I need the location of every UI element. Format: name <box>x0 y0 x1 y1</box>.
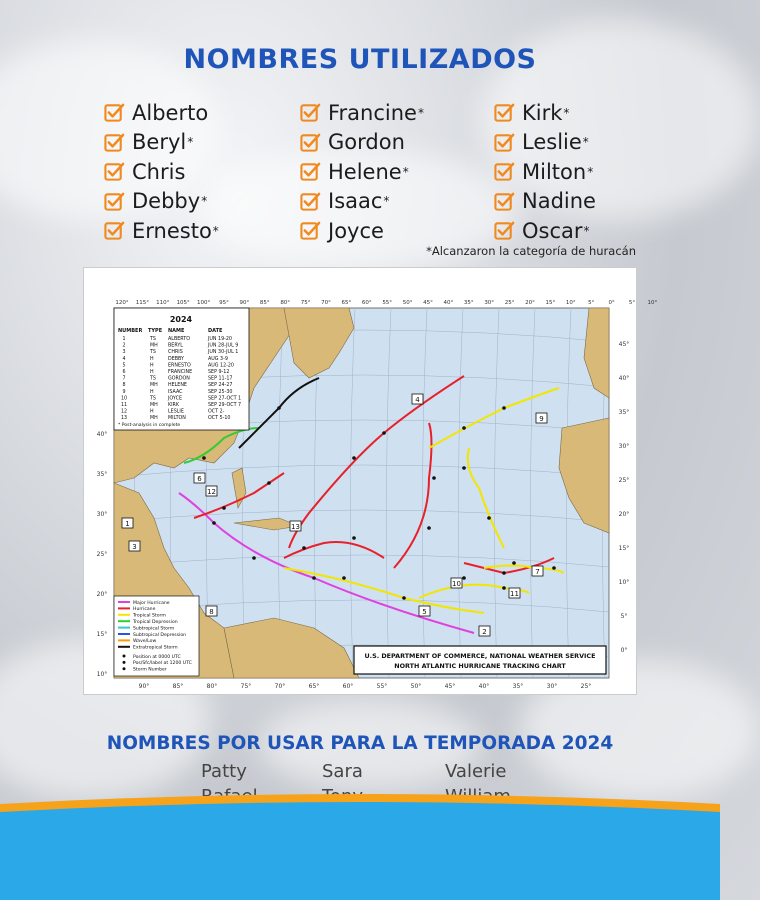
legend-label: Extratropical Storm <box>133 645 178 651</box>
longitude-label-top: 110° <box>156 300 170 306</box>
longitude-label-top: 85° <box>259 300 270 306</box>
storm-table-note: * Post-analysis in complete <box>118 423 181 428</box>
track-position-dot <box>252 556 256 560</box>
used-name-item <box>104 216 219 246</box>
track-position-dot <box>462 426 466 430</box>
checkbox-checked-icon <box>104 161 125 182</box>
legend-marker <box>123 667 126 670</box>
track-position-dot <box>312 576 316 580</box>
storm-name: Milton <box>522 159 587 184</box>
storm-table-header: DATE <box>208 328 223 334</box>
storm-table-number: 7 <box>122 376 126 382</box>
longitude-label-bottom: 55° <box>376 683 388 690</box>
storm-number-label: 2 <box>482 628 487 636</box>
storm-name: Nadine <box>522 189 596 214</box>
checkbox-checked-icon <box>104 191 125 212</box>
track-position-dot <box>222 506 226 510</box>
hurricane-star: * <box>417 105 424 120</box>
longitude-label-top: 20° <box>525 300 535 306</box>
longitude-label-top: 120° <box>115 300 129 306</box>
track-position-dot <box>502 406 506 410</box>
latitude-label-right: 0° <box>620 647 628 654</box>
longitude-label-top: 10° <box>565 300 576 306</box>
storm-name: Alberto <box>132 100 209 125</box>
longitude-label-bottom: 80° <box>206 683 218 690</box>
legend-label: Tropical Storm <box>133 613 166 619</box>
longitude-label-bottom: 40° <box>478 683 490 690</box>
storm-name: Oscar <box>522 218 583 243</box>
storm-table-name: ERNESTO <box>168 363 191 369</box>
track-position-dot <box>212 521 216 525</box>
longitude-label-bottom: 90° <box>138 683 150 690</box>
storm-table-number: 13 <box>120 416 128 422</box>
checkbox-checked-icon <box>104 220 125 241</box>
storm-table-type: MH <box>150 383 158 389</box>
names-column-2 <box>300 98 424 246</box>
hurricane-star: * <box>582 135 589 150</box>
hurricane-star: * <box>187 135 194 150</box>
storm-table-header: TYPE <box>148 328 163 334</box>
storm-number-label: 8 <box>209 608 214 616</box>
track-position-dot <box>277 406 281 410</box>
storm-table-name: JOYCE <box>168 396 182 402</box>
storm-name: Debby <box>132 189 201 214</box>
checkbox-checked-icon <box>104 132 125 153</box>
longitude-label-top: 5° <box>588 300 595 306</box>
longitude-label-top: 45° <box>423 300 433 306</box>
legend-label: Subtropical Storm <box>133 626 175 632</box>
storm-number-label: 3 <box>132 543 137 551</box>
storm-table-name: MILTON <box>168 416 186 422</box>
hurricane-footnote: *Alcanzaron la categoría de huracán <box>426 244 636 258</box>
checkbox-checked-icon <box>494 161 515 182</box>
storm-number-label: 12 <box>207 488 216 496</box>
legend-label: Hurricane <box>133 607 156 613</box>
legend-marker <box>123 655 126 658</box>
storm-table-date: SEP 29-OCT 7 <box>208 403 242 408</box>
storm-table-type: TS <box>150 396 156 402</box>
longitude-label-bottom: 70° <box>274 683 286 690</box>
storm-table-number: 6 <box>122 370 126 375</box>
used-name-item <box>104 187 219 217</box>
used-name-item <box>494 216 596 246</box>
storm-number-label: 1 <box>125 520 130 528</box>
used-name-item <box>494 98 596 128</box>
future-name: Sara <box>322 761 363 782</box>
checkbox-checked-icon <box>300 132 321 153</box>
longitude-label-bottom: 60° <box>342 683 354 690</box>
storm-table-type: H <box>150 409 154 415</box>
storm-table-number: 5 <box>122 363 126 369</box>
hurricane-star: * <box>587 164 594 179</box>
used-name-item <box>300 98 424 128</box>
storm-table-name: HELENE <box>168 383 187 389</box>
storm-number-label: 13 <box>291 523 300 531</box>
storm-number-label: 9 <box>539 415 544 423</box>
latitude-label-right: 15° <box>618 545 630 552</box>
longitude-label-top: 25° <box>504 300 515 306</box>
storm-name: Francine <box>328 100 417 125</box>
latitude-label-right: 5° <box>620 613 628 620</box>
track-position-dot <box>432 476 436 480</box>
latitude-label-left: 25° <box>96 551 108 558</box>
longitude-label-top: 100° <box>196 300 211 306</box>
legend-label: Major Hurricane <box>133 600 170 606</box>
latitude-label-right: 25° <box>618 477 630 484</box>
storm-name: Ernesto <box>132 218 212 243</box>
track-position-dot <box>427 526 431 530</box>
storm-table-name: ALBERTO <box>168 337 190 342</box>
storm-table-type: H <box>150 370 154 375</box>
storm-table-header: NUMBER <box>118 328 143 334</box>
legend-label: Wave/Low <box>133 639 157 645</box>
checkbox-checked-icon <box>104 102 125 123</box>
storm-number-label: 5 <box>422 608 427 616</box>
storm-name: Chris <box>132 159 186 184</box>
used-names-grid <box>0 98 720 248</box>
longitude-label-top: 95° <box>219 300 229 306</box>
storm-table-date: OCT 5-10 <box>208 416 231 422</box>
track-position-dot <box>462 576 466 580</box>
storm-table-date: SEP 27-OCT 1 <box>208 396 242 402</box>
storm-table-number: 4 <box>122 356 126 362</box>
hurricane-star: * <box>563 105 570 120</box>
storm-table-type: H <box>150 363 154 369</box>
used-name-item <box>300 157 424 187</box>
storm-table-name: GORDON <box>168 376 190 382</box>
track-position-dot <box>342 576 346 580</box>
longitude-label-top: 90° <box>239 300 250 306</box>
storm-table-type: MH <box>150 416 158 422</box>
checkbox-checked-icon <box>300 102 321 123</box>
storm-table-date: JUN 19-20 <box>208 337 232 342</box>
storm-name: Isaac <box>328 189 383 214</box>
track-position-dot <box>202 456 206 460</box>
storm-table-type: MH <box>150 343 158 349</box>
storm-table-date: AUG 12-20 <box>208 363 234 369</box>
bottom-wave-decoration <box>0 790 720 900</box>
checkbox-checked-icon <box>494 220 515 241</box>
storm-table-name: KIRK <box>168 403 180 408</box>
storm-number-label: 10 <box>452 580 461 588</box>
legend-extra-label: Pos/Sfc/label at 1200 UTC <box>133 661 192 667</box>
storm-table-type: H <box>150 389 154 395</box>
names-column-1 <box>104 98 219 246</box>
track-position-dot <box>487 516 491 520</box>
longitude-label-top: 55° <box>382 300 393 306</box>
page-title: NOMBRES UTILIZADOS <box>183 44 537 75</box>
longitude-label-bottom: 85° <box>172 683 184 690</box>
used-name-item <box>494 128 596 158</box>
storm-table-date: OCT 2- <box>208 409 225 415</box>
storm-table-name: LESLIE <box>168 409 184 415</box>
longitude-label-top: 70° <box>321 300 331 306</box>
used-name-item <box>494 187 596 217</box>
storm-number-label: 6 <box>197 475 202 483</box>
storm-table-type: TS <box>150 376 156 382</box>
track-position-dot <box>352 536 356 540</box>
storm-name: Leslie <box>522 130 582 155</box>
latitude-label-right: 35° <box>618 409 630 416</box>
used-name-item <box>104 128 219 158</box>
hurricane-star: * <box>383 194 390 209</box>
legend-extra-label: Position at 0000 UTC <box>133 654 181 660</box>
longitude-label-top: 105° <box>176 300 190 306</box>
track-position-dot <box>382 431 386 435</box>
latitude-label-right: 30° <box>618 443 630 450</box>
storm-table-number: 10 <box>120 396 128 402</box>
track-position-dot <box>302 546 306 550</box>
latitude-label-left: 10° <box>96 671 108 678</box>
used-name-item <box>300 128 424 158</box>
longitude-label-top: 65° <box>341 300 352 306</box>
track-position-dot <box>502 586 506 590</box>
longitude-label-top: 80° <box>280 300 291 306</box>
storm-name: Kirk <box>522 100 563 125</box>
storm-table-name: CHRIS <box>168 350 183 356</box>
storm-table-number: 2 <box>122 343 126 349</box>
latitude-label-left: 30° <box>96 511 108 518</box>
checkbox-checked-icon <box>300 191 321 212</box>
track-position-dot <box>352 456 356 460</box>
latitude-label-left: 15° <box>96 631 108 638</box>
storm-table-number: 9 <box>122 389 126 395</box>
longitude-label-top: 50° <box>402 300 413 306</box>
longitude-label-top: 30° <box>484 300 495 306</box>
used-name-item <box>494 157 596 187</box>
storm-table-number: 3 <box>122 350 126 356</box>
hurricane-star: * <box>201 194 208 209</box>
storm-table-date: SEP 11-17 <box>208 376 233 382</box>
longitude-label-bottom: 45° <box>444 683 456 690</box>
longitude-label-bottom: 50° <box>410 683 422 690</box>
storm-number-label: 11 <box>510 590 519 598</box>
storm-table-date: JUN 30-JUL 1 <box>208 350 239 356</box>
credit-line-2: NORTH ATLANTIC HURRICANE TRACKING CHART <box>394 662 566 670</box>
storm-table-number: 12 <box>120 409 128 415</box>
storm-table-type: MH <box>150 403 158 408</box>
future-names-title: NOMBRES POR USAR PARA LA TEMPORADA 2024 <box>106 733 614 754</box>
storm-table-name: ISAAC <box>168 389 183 395</box>
legend-marker <box>123 661 126 664</box>
longitude-label-bottom: 65° <box>308 683 320 690</box>
future-name: Patty <box>201 761 247 782</box>
storm-table-type: H <box>150 356 154 362</box>
hurricane-star: * <box>583 223 590 238</box>
storm-table-date: SEP 25-30 <box>208 389 233 395</box>
blue-wave <box>0 802 720 900</box>
track-position-dot <box>402 596 406 600</box>
latitude-label-right: 20° <box>618 511 630 518</box>
latitude-label-left: 35° <box>96 471 108 478</box>
latitude-label-right: 40° <box>618 375 630 382</box>
storm-table-type: TS <box>150 337 156 342</box>
storm-name: Beryl <box>132 130 187 155</box>
longitude-label-top: 0° <box>608 300 615 306</box>
latitude-label-left: 20° <box>96 591 108 598</box>
longitude-label-top: 5° <box>628 300 636 306</box>
longitude-label-top: 75° <box>300 300 311 306</box>
track-position-dot <box>462 466 466 470</box>
track-position-dot <box>512 561 516 565</box>
hurricane-tracking-map <box>84 268 658 694</box>
track-position-dot <box>267 481 271 485</box>
storm-name: Gordon <box>328 130 405 155</box>
storm-table-date: AUG 3-9 <box>208 356 228 362</box>
latitude-label-right: 10° <box>618 579 630 586</box>
longitude-label-bottom: 30° <box>546 683 558 690</box>
hurricane-star: * <box>212 223 219 238</box>
storm-table-number: 8 <box>122 383 126 389</box>
longitude-label-top: 15° <box>545 300 556 306</box>
longitude-label-bottom: 75° <box>240 683 252 690</box>
storm-table-date: JUN 28-JUL 9 <box>208 343 239 349</box>
track-position-dot <box>502 571 506 575</box>
checkbox-checked-icon <box>494 191 515 212</box>
legend-label: Subtropical Depression <box>133 632 187 638</box>
used-name-item <box>300 216 424 246</box>
future-name: Valerie <box>445 761 507 782</box>
legend-label: Tropical Depression <box>133 620 178 625</box>
storm-number-label: 7 <box>535 568 540 576</box>
storm-number-label: 4 <box>415 396 420 404</box>
checkbox-checked-icon <box>494 102 515 123</box>
names-column-3 <box>494 98 596 246</box>
used-name-item <box>104 98 219 128</box>
storm-table-date: SEP 9-12 <box>208 370 230 375</box>
latitude-label-left: 40° <box>96 431 108 438</box>
longitude-label-top: 10° <box>647 300 658 306</box>
tracking-chart-svg <box>84 268 658 694</box>
longitude-label-bottom: 25° <box>580 683 592 690</box>
longitude-label-top: 60° <box>361 300 372 306</box>
storm-name: Joyce <box>328 218 384 243</box>
storm-table-year: 2024 <box>169 315 193 324</box>
storm-table-name: DEBBY <box>168 356 184 362</box>
checkbox-checked-icon <box>494 132 515 153</box>
legend-extra-label: Storm Number <box>133 667 167 673</box>
storm-table-name: BERYL <box>168 343 183 349</box>
storm-name: Helene <box>328 159 402 184</box>
used-name-item <box>300 187 424 217</box>
hurricane-star: * <box>402 164 409 179</box>
storm-table-number: 1 <box>122 337 126 342</box>
storm-table-name: FRANCINE <box>168 370 193 375</box>
longitude-label-top: 35° <box>463 300 474 306</box>
storm-table-type: TS <box>150 350 156 356</box>
checkbox-checked-icon <box>300 161 321 182</box>
track-position-dot <box>552 566 556 570</box>
longitude-label-top: 115° <box>135 300 150 306</box>
storm-table-header: NAME <box>168 328 185 334</box>
storm-table-date: SEP 24-27 <box>208 383 233 389</box>
latitude-label-right: 45° <box>618 341 630 348</box>
longitude-label-top: 40° <box>443 300 454 306</box>
credit-line-1: U.S. DEPARTMENT OF COMMERCE, NATIONAL WEATHER SERVICE <box>364 652 596 660</box>
longitude-label-bottom: 35° <box>512 683 524 690</box>
storm-table-number: 11 <box>120 403 128 408</box>
used-name-item <box>104 157 219 187</box>
checkbox-checked-icon <box>300 220 321 241</box>
